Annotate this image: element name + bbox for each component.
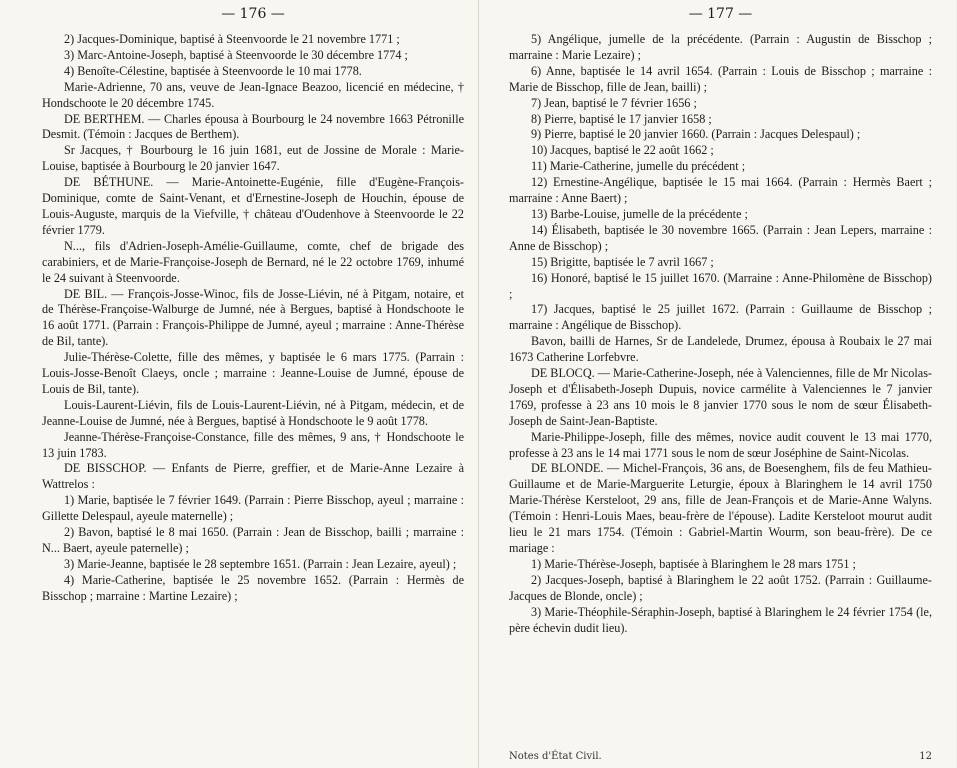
page-number: — 176 —	[221, 6, 285, 22]
right-page	[478, 0, 956, 768]
paragraph: Sr Jacques, † Bourbourg le 16 juin 1681, eut de Jossine de Morale : Marie-Louise, baptisée à Bourbourg le 20 janvier 1647.	[42, 143, 464, 174]
paragraph: 4) Marie-Catherine, baptisée le 25 novembre 1652. (Parrain : Hermès de Bisschop ; marraine : Martine Lezaire) ;	[42, 572, 464, 603]
footer-title: Notes d'État Civil.	[509, 751, 602, 762]
paragraph: 5) Angélique, jumelle de la précédente. (Parrain : Augustin de Bisschop ; marraine : Marie Lezaire) ;	[509, 32, 932, 62]
paragraph: DE BLOCQ. — Marie-Catherine-Joseph, née à Valenciennes, fille de Mr Nicolas-Joseph et d'Élisabeth-Joseph Dupuis, novice carmélite à Valenciennes le 7 janvier 1769, professe à 23 ans 10 mois le 8 janvier 1770 sous le nom de sœur Élisabeth-Joseph de Saint-Jean-Baptiste.	[509, 366, 932, 428]
page-text	[509, 32, 932, 636]
paragraph: 15) Brigitte, baptisée le 7 avril 1667 ;	[531, 254, 714, 269]
paragraph: 11) Marie-Catherine, jumelle du précédent ;	[531, 159, 746, 174]
footer-sheet-number: 12	[919, 751, 932, 762]
paragraph: 2) Jacques-Joseph, baptisé à Blaringhem le 22 août 1752. (Parrain : Guillaume-Jacques de Blonde, oncle) ;	[509, 572, 932, 603]
paragraph: 7) Jean, baptisé le 7 février 1656 ;	[531, 95, 697, 110]
paragraph: 3) Marc-Antoine-Joseph, baptisé à Steenvoorde le 30 décembre 1774 ;	[64, 47, 408, 62]
paragraph: Julie-Thérèse-Colette, fille des mêmes, y baptisée le 6 mars 1775. (Parrain : Louis-Josse-Benoît Claeys, oncle ; marraine : Jeanne-Louise de Jumné, épouse de Louis de Bil, tante).	[42, 350, 464, 396]
paragraph: 9) Pierre, baptisé le 20 janvier 1660. (Parrain : Jacques Delespaul) ;	[531, 127, 861, 142]
paragraph: 6) Anne, baptisée le 14 avril 1654. (Parrain : Louis de Bisschop ; marraine : Marie de Bisschop, fille de Jean, bailli) ;	[509, 63, 932, 94]
page-text	[42, 32, 464, 605]
paragraph: 3) Marie-Jeanne, baptisée le 28 septembre 1651. (Parrain : Jean Lezaire, ayeul) ;	[64, 556, 457, 571]
paragraph: 17) Jacques, baptisé le 25 juillet 1672. (Parrain : Guillaume de Bisschop ; marraine : Angélique de Bisschop).	[509, 302, 932, 333]
paragraph: 14) Élisabeth, baptisée le 30 novembre 1665. (Parrain : Jean Lepers, marraine : Anne de Bisschop) ;	[509, 222, 932, 253]
paragraph: 1) Marie, baptisée le 7 février 1649. (Parrain : Pierre Bisschop, ayeul ; marraine : Gillette Delespaul, ayeule maternelle) ;	[42, 493, 464, 524]
paragraph: DE BLONDE. — Michel-François, 36 ans, de Boesenghem, fils de feu Mathieu-Guillaume et de Marie-Marguerite Leturgie, époux à Blaringhem le 14 avril 1750 Marie-Thérèse Kersteloot, 29 ans, fille de Jean-François et de Marie-Anne Walyns. (Témoin : Henri-Louis Maes, beau-frère de l'épouse). Ladite Kersteloot mourut audit lieu le 21 mars 1754. (Témoin : Gabriel-Martin Wourm, son beau-frère). De ce mariage :	[509, 461, 932, 555]
paragraph: Jeanne-Thérèse-Françoise-Constance, fille des mêmes, 9 ans, † Hondschoote le 13 juin 1783.	[42, 429, 464, 460]
paragraph: DE BIL. — François-Josse-Winoc, fils de Josse-Liévin, né à Pitgam, notaire, et de Thérèse-Françoise-Walburge de Jumné, née à Bergues, baptisé à Hondschoote le 16 août 1771. (Parrain : François-Philippe de Jumné, ayeul ; marraine : Anne-Thérèse de Bil, tante).	[42, 286, 464, 349]
paragraph: 1) Marie-Thérèse-Joseph, baptisée à Blaringhem le 28 mars 1751 ;	[531, 556, 856, 571]
paragraph: Louis-Laurent-Liévin, fils de Louis-Laurent-Liévin, né à Pitgam, médecin, et de Jeanne-Louise de Jumné, née à Bergues, baptisé à Hondschoote le 9 août 1778.	[42, 397, 464, 428]
paragraph: 2) Jacques-Dominique, baptisé à Steenvoorde le 21 novembre 1771 ;	[64, 32, 400, 46]
paragraph: 2) Bavon, baptisé le 8 mai 1650. (Parrain : Jean de Bisschop, bailli ; marraine : N... Baert, ayeule paternelle) ;	[42, 525, 464, 555]
paragraph: 16) Honoré, baptisé le 15 juillet 1670. (Marraine : Anne-Philomène de Bisschop) ;	[509, 270, 932, 301]
paragraph: 13) Barbe-Louise, jumelle de la précédente ;	[531, 206, 748, 221]
paragraph: N..., fils d'Adrien-Joseph-Amélie-Guillaume, comte, chef de brigade des carabiniers, et de Marie-Françoise-Joseph de Bernard, né le 22 octobre 1769, inhumé le 24 suivant à Steenvoorde.	[42, 238, 464, 285]
paragraph: DE BISSCHOP. — Enfants de Pierre, greffier, et de Marie-Anne Lezaire à Wattrelos :	[42, 461, 464, 492]
left-page	[0, 0, 478, 768]
paragraph: 8) Pierre, baptisé le 17 janvier 1658 ;	[531, 111, 712, 126]
paragraph: DE BÉTHUNE. — Marie-Antoinette-Eugénie, fille d'Eugène-François-Dominique, comte de Saint-Venant, et d'Ernestine-Joseph de Houchin, épouse de Louis-Auguste, marquis de la Viefville, † château d'Oudenhove à Steenvoorde le 22 février 1779.	[42, 175, 464, 237]
paragraph: 10) Jacques, baptisé le 22 août 1662 ;	[531, 143, 714, 158]
paragraph: Marie-Philippe-Joseph, fille des mêmes, novice audit couvent le 13 mai 1770, professe à 23 ans le 14 mai 1771 sous le nom de sœur Joséphine de Saint-Nicolas.	[509, 429, 932, 460]
paragraph: Marie-Adrienne, 70 ans, veuve de Jean-Ignace Beazoo, licencié en médecine, † Hondschoote le 20 décembre 1745.	[42, 79, 464, 110]
paragraph: 4) Benoîte-Célestine, baptisée à Steenvoorde le 10 mai 1778.	[64, 63, 362, 78]
page-footer	[509, 751, 932, 762]
paragraph: 3) Marie-Théophile-Séraphin-Joseph, baptisé à Blaringhem le 24 février 1754 (le, père échevin dudit lieu).	[509, 604, 932, 635]
paragraph: DE BERTHEM. — Charles épousa à Bourbourg le 24 novembre 1663 Pétronille Desmit. (Témoin : Jacques de Berthem).	[42, 111, 464, 142]
paragraph: 12) Ernestine-Angélique, baptisée le 15 mai 1664. (Parrain : Hermès Baert ; marraine : Anne Baert) ;	[509, 175, 932, 206]
paragraph: Bavon, bailli de Harnes, Sr de Landelede, Drumez, épousa à Roubaix le 27 mai 1673 Catherine Lorfebvre.	[509, 334, 932, 365]
page-number: — 177 —	[688, 6, 753, 22]
